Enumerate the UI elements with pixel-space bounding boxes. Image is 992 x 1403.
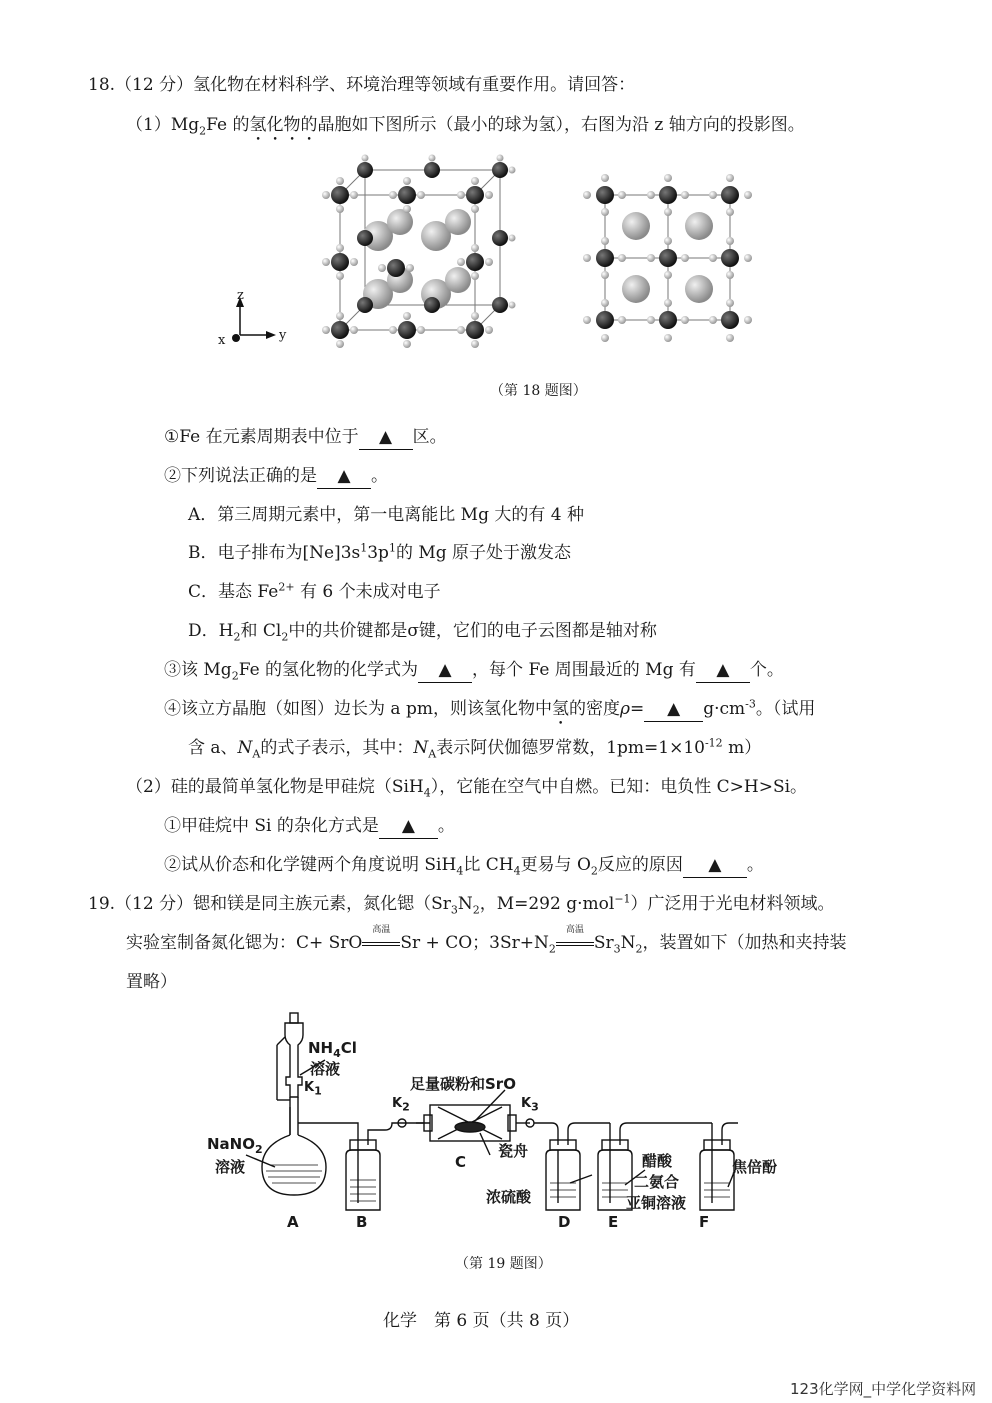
- page-footer: 化学 第 6 页（共 8 页）: [383, 1311, 580, 1331]
- label-F: F: [699, 1213, 710, 1231]
- label-A: A: [287, 1213, 299, 1231]
- label-cu-solution-1: 醋酸: [642, 1152, 673, 1170]
- axis-y-label: y: [279, 328, 287, 343]
- watermark: 123化学网_中学化学资料网: [790, 1380, 977, 1398]
- q18-item3: ③该 $Mg_2Fe$ 的氢化物的化学式为 ▲ ，每个 Fe 周围最近的 Mg 有 ▲ 个。: [164, 660, 784, 683]
- apparatus-diagram: [180, 1005, 780, 1235]
- label-nano2: NaNO$_2$: [207, 1135, 263, 1156]
- label-conc-sulfuric-acid: 浓硫酸: [486, 1188, 532, 1206]
- q18-item4: ④该立方晶胞（如图）边长为 a pm，则该氢化物中氢的密度ρ= ▲ $g\cdot cm^{-3}$。（试用: [164, 697, 815, 729]
- reaction-arrow: 高温: [556, 931, 594, 955]
- answer-blank[interactable]: ▲: [379, 814, 438, 839]
- option-c: C．基态 $Fe^{2+}$ 有 6 个未成对电子: [188, 580, 441, 602]
- q18-item4-note: 含 a、$N_A$的式子表示，其中：$N_A$表示阿伏伽德罗常数，$1pm=1\times 10^{-12}$ m）: [188, 736, 762, 761]
- label-k3: $K_3$: [521, 1096, 539, 1114]
- q19-line3: 置略）: [126, 972, 177, 992]
- q19-figure-caption: （第 19 题图）: [455, 1256, 552, 1272]
- label-k1: $K_1$: [304, 1080, 322, 1098]
- label-pyrogallol: 焦倍酚: [732, 1158, 778, 1176]
- q19-reaction: 实验室制备氮化锶为：C+ SrO 高温 Sr + CO；$3Sr+N_2$ 高温 $Sr_3N_2$，装置如下（加热和夹持装: [126, 925, 847, 956]
- label-boat: 瓷舟: [498, 1142, 529, 1160]
- q18-part1: $(1)Mg_2Fe$ 的氢化物的晶胞如下图所示（最小的球为氢），右图为沿 z 轴方向的投影图。: [126, 115, 805, 138]
- q18-item1: ①Fe 在元素周期表中位于 ▲ 区。: [164, 425, 447, 450]
- label-nh4cl-solution: 溶液: [310, 1060, 341, 1078]
- label-D: D: [558, 1213, 571, 1231]
- option-a: A．第三周期元素中，第一电离能比 Mg 大的有 4 种: [188, 505, 584, 525]
- answer-blank[interactable]: ▲: [317, 464, 371, 489]
- axis-x-label: x: [218, 333, 226, 348]
- option-d: D．$H_2$和 $Cl_2$中的共价键都是σ键，它们的电子云图都是轴对称: [188, 621, 657, 644]
- q18-figure-caption: （第 18 题图）: [490, 383, 587, 399]
- answer-blank[interactable]: ▲: [359, 425, 413, 450]
- q18-part2-item1: ①甲硅烷中 Si 的杂化方式是 ▲ 。: [164, 814, 455, 839]
- option-b: B．电子排布为$[Ne]3s^13p^1$的 Mg 原子处于激发态: [188, 541, 572, 563]
- answer-blank[interactable]: ▲: [644, 697, 703, 722]
- label-boat-content: 足量碳粉和SrO: [410, 1075, 516, 1093]
- crystal-projection-z: [583, 174, 752, 342]
- q18-part2: （2）硅的最简单氢化物是甲硅烷（SiH$_4$），它能在空气中自燃。已知：电负性 C>H>Si。: [126, 777, 808, 800]
- q18-item2: ②下列说法正确的是 ▲ 。: [164, 464, 388, 489]
- label-cu-solution-2: 二氨合: [634, 1173, 680, 1191]
- label-k2: $K_2$: [392, 1096, 410, 1114]
- label-cu-solution-3: 亚铜溶液: [626, 1194, 687, 1212]
- label-C: C: [455, 1153, 467, 1171]
- q18-part2-item2: ②试从价态和化学键两个角度说明 SiH$_4$比 $CH_4$更易与 $O_2$反应的原因 ▲ 。: [164, 855, 764, 878]
- label-E: E: [608, 1213, 619, 1231]
- answer-blank[interactable]: ▲: [418, 658, 472, 683]
- label-nh4cl: $NH_4Cl$: [308, 1039, 357, 1060]
- reaction-arrow: 高温: [362, 931, 400, 955]
- q19-header: 19.（12 分）锶和镁是同主族元素，氮化锶（$Sr_3N_2$，M=292 g·mol$^{-1}$）广泛用于光电材料领域。: [88, 892, 835, 917]
- answer-blank[interactable]: ▲: [683, 853, 747, 878]
- crystal-cell-3d: [322, 155, 516, 349]
- label-B: B: [356, 1213, 368, 1231]
- axis-z-label: z: [237, 288, 244, 303]
- label-nano2-solution: 溶液: [215, 1158, 246, 1176]
- answer-blank[interactable]: ▲: [696, 658, 750, 683]
- q18-header: 18.（12 分）氢化物在材料科学、环境治理等领域有重要作用。请回答：: [88, 75, 636, 95]
- crystal-cell-figure: [300, 150, 770, 370]
